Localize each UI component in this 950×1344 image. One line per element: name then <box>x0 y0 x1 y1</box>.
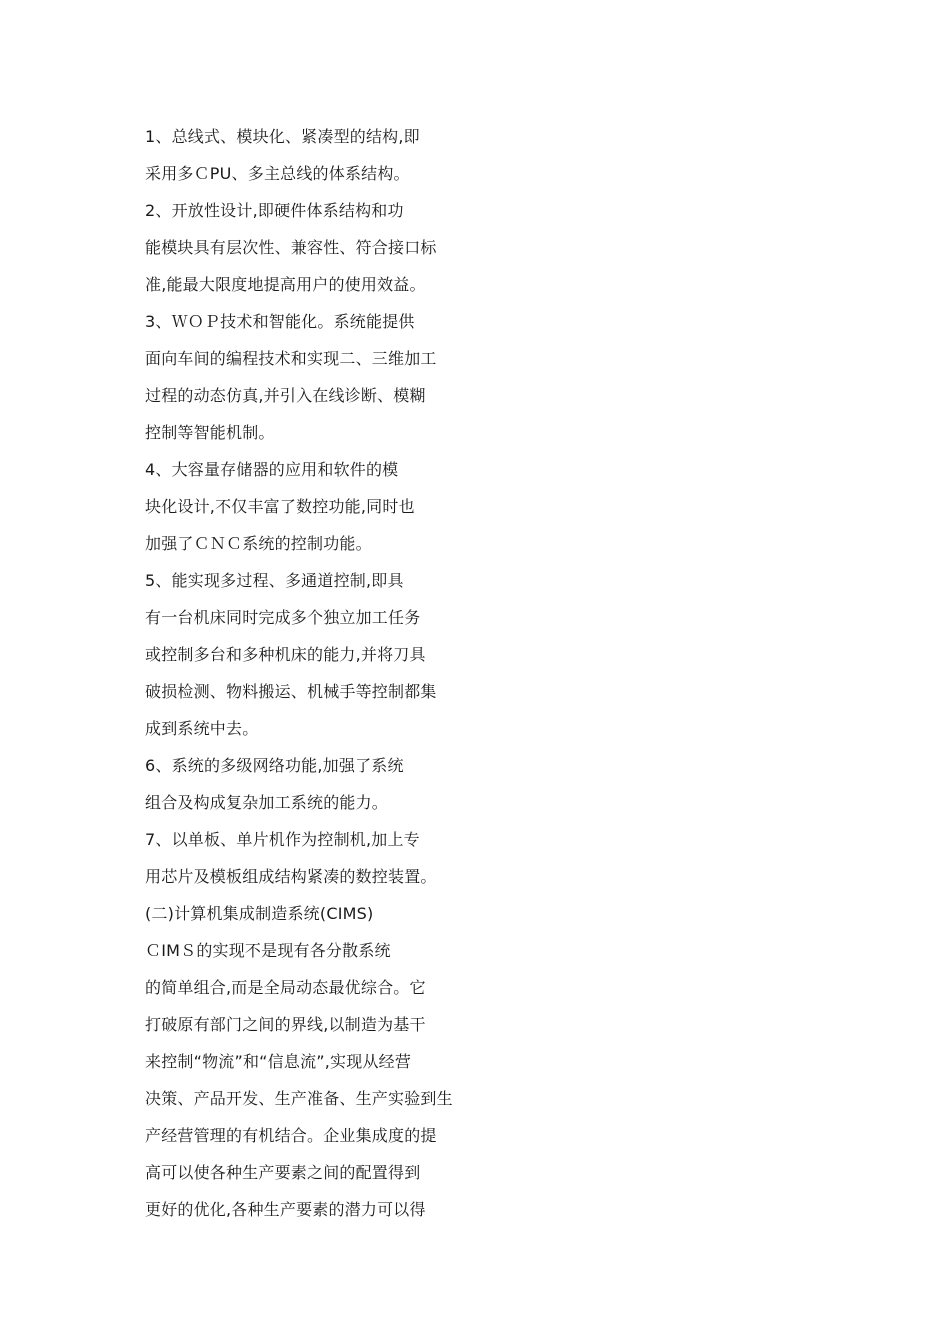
section-heading: (二)计算机集成制造系统(CIMS) <box>145 904 374 923</box>
text-line: 用芯片及模板组成结构紧凑的数控装置。 <box>145 867 437 886</box>
text-line: 成到系统中去。 <box>145 719 259 738</box>
text-line: 4、大容量存储器的应用和软件的模 <box>145 460 399 479</box>
text-line: 破损检测、物料搬运、机械手等控制都集 <box>145 682 437 701</box>
text-line: 控制等智能机制。 <box>145 423 275 442</box>
text-line: 有一台机床同时完成多个独立加工任务 <box>145 608 421 627</box>
text-line: 来控制“物流”和“信息流”,实现从经营 <box>145 1052 412 1071</box>
text-line: 准,能最大限度地提高用户的使用效益。 <box>145 275 426 294</box>
text-line: 产经营管理的有机结合。企业集成度的提 <box>145 1126 437 1145</box>
text-line: ＣIMＳ的实现不是现有各分散系统 <box>145 941 391 960</box>
text-line: 面向车间的编程技术和实现二、三维加工 <box>145 349 437 368</box>
text-line: 7、以单板、单片机作为控制机,加上专 <box>145 830 420 849</box>
text-line: 或控制多台和多种机床的能力,并将刀具 <box>145 645 426 664</box>
text-line: 采用多ＣPU、多主总线的体系结构。 <box>145 164 410 183</box>
text-line: 高可以使各种生产要素之间的配置得到 <box>145 1163 421 1182</box>
text-line: 组合及构成复杂加工系统的能力。 <box>145 793 389 812</box>
text-line: 1、总线式、模块化、紧凑型的结构,即 <box>145 127 420 146</box>
text-line: 更好的优化,各种生产要素的潜力可以得 <box>145 1200 426 1219</box>
text-line: 决策、产品开发、生产准备、生产实验到生 <box>145 1089 453 1108</box>
text-line: 加强了ＣＮＣ系统的控制功能。 <box>145 534 372 553</box>
text-line: 过程的动态仿真,并引入在线诊断、模糊 <box>145 386 426 405</box>
text-line: 能模块具有层次性、兼容性、符合接口标 <box>145 238 437 257</box>
text-line: 2、开放性设计,即硬件体系结构和功 <box>145 201 404 220</box>
text-line: 6、系统的多级网络功能,加强了系统 <box>145 756 404 775</box>
text-line: 3、ＷＯＰ技术和智能化。系统能提供 <box>145 312 415 331</box>
text-line: 的简单组合,而是全局动态最优综合。它 <box>145 978 426 997</box>
document-body <box>145 118 525 1228</box>
text-line: 块化设计,不仅丰富了数控功能,同时也 <box>145 497 415 516</box>
text-line: 5、能实现多过程、多通道控制,即具 <box>145 571 404 590</box>
text-line: 打破原有部门之间的界线,以制造为基干 <box>145 1015 426 1034</box>
